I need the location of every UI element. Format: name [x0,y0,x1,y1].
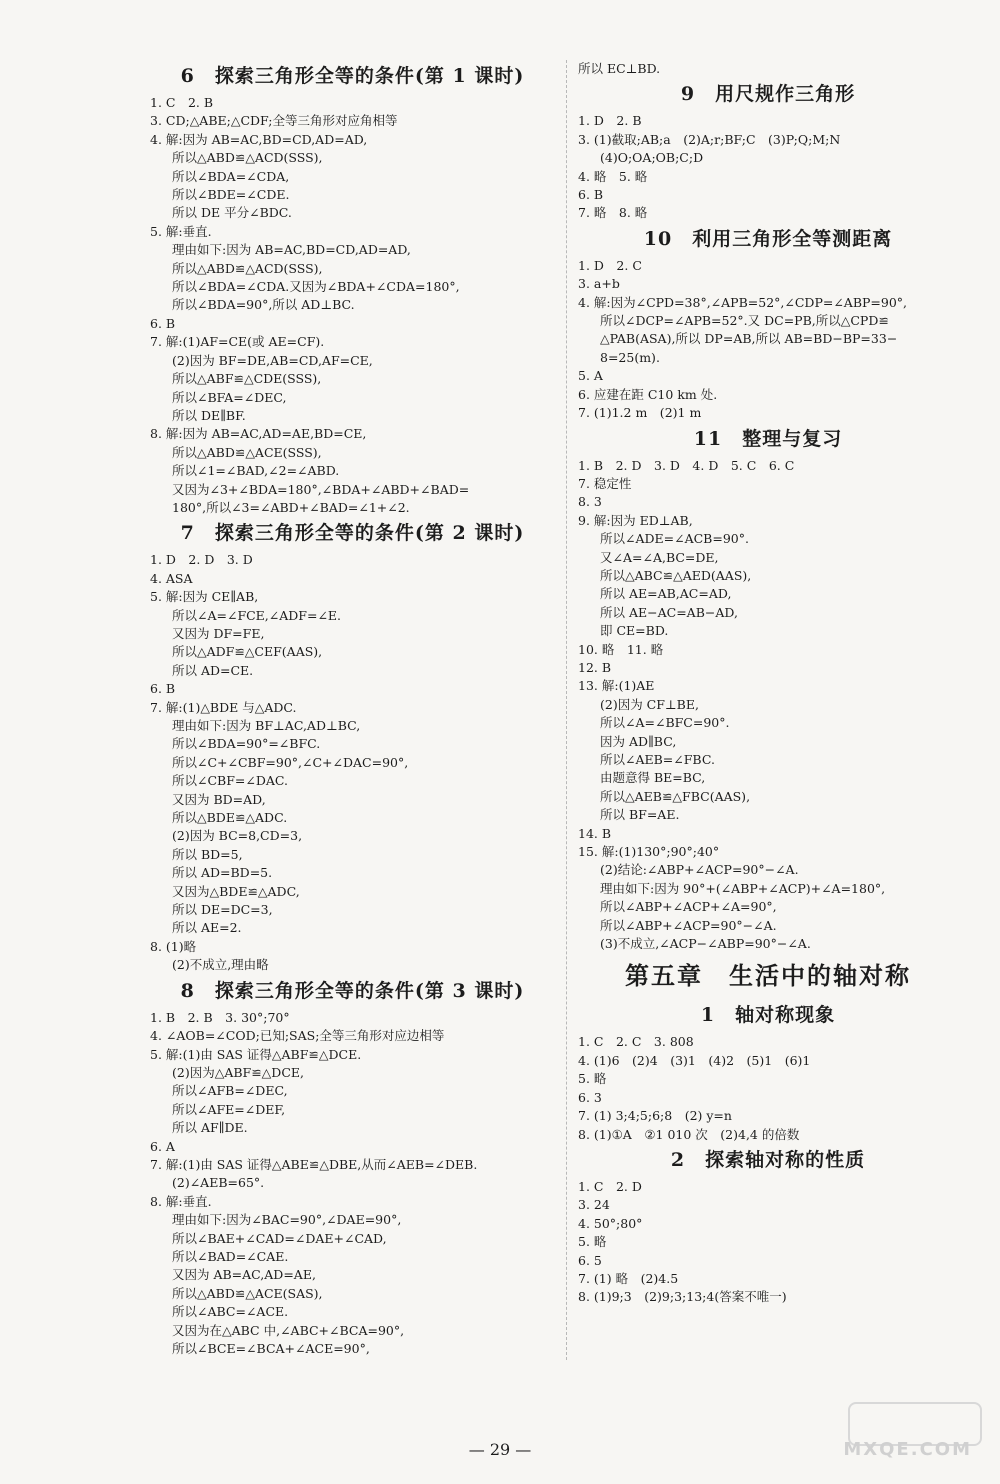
answer-line: 13. 解:(1)AE [578,678,655,694]
answer-line: 理由如下:因为∠BAC=90°,∠DAE=90°, [172,1212,402,1228]
answer-line: 又因为 BD=AD, [172,791,266,807]
answer-line: (2)因为△ABF≌△DCE, [172,1064,304,1080]
answer-line: 4. ∠AOB=∠COD;已知;SAS;全等三角形对应边相等 [150,1028,445,1044]
answer-line: 8. (1)①A ②1 010 次 (2)4,4 的倍数 [578,1126,800,1142]
answer-line: 所以∠BAD=∠CAE. [172,1248,289,1264]
answer-line: 7. (1) 3;4;5;6;8 (2) y=n [578,1108,732,1124]
answer-line: △PAB(ASA),所以 DP=AB,所以 AB=BD−BP=33− [600,331,898,347]
answer-line: 所以∠ABP+∠ACP+∠A=90°, [600,899,777,915]
answer-line: 所以 DE 平分∠BDC. [172,205,292,221]
answer-line: 所以△ABD≌△ACD(SSS), [172,150,323,166]
answer-line: 所以△ABF≌△CDE(SSS), [172,371,322,387]
answer-line: 理由如下:因为 BF⊥AC,AD⊥BC, [172,718,361,733]
answer-line: 4. ASA [150,570,193,586]
answer-line: 1. D 2. C [578,257,642,273]
answer-line: 10. 略 11. 略 [578,641,664,657]
answer-line: 3. CD;△ABE;△CDF;全等三角形对应角相等 [150,113,398,129]
answer-line: 4. 解:因为∠CPD=38°,∠APB=52°,∠CDP=∠ABP=90°, [578,294,908,310]
answer-line: 12. B [578,659,612,675]
answer-line: 5. 解:垂直. [150,223,212,239]
answer-line: 3. (1)截取;AB;a (2)A;r;BF;C (3)P;Q;M;N [578,131,841,147]
answer-line: 7. (1)1.2 m (2)1 m [578,405,702,421]
answer-line: 1. C 2. C 3. 808 [578,1034,694,1050]
answer-line: 5. 解:因为 CE∥AB, [150,589,259,605]
answer-line: 1. B 2. D 3. D 4. D 5. C 6. C [578,457,795,473]
answer-line: 所以 EC⊥BD. [578,61,661,76]
answer-line: 4. 50°;80° [578,1215,643,1231]
answer-line: 7. 稳定性 [578,475,632,491]
answer-line: 所以 AF∥DE. [172,1120,248,1136]
answer-line: 所以 DE∥BF. [172,407,246,423]
answer-line: 所以 BF=AE. [600,807,680,823]
answer-line: 6. B [150,681,176,697]
answer-line: 7. 解:(1)△BDE 与△ADC. [150,699,297,715]
section-heading: 2 探索轴对称的性质 [670,1148,866,1171]
answer-line: 所以 AE=2. [172,920,242,936]
answer-line: 所以△BDE≌△ADC. [172,810,288,826]
answer-line: (2)因为 BC=8,CD=3, [172,828,303,844]
answer-line: 8. 解:垂直. [150,1193,212,1209]
chapter-heading: 第五章 生活中的轴对称 [625,961,911,991]
answer-line: 8. 3 [578,494,602,510]
answer-line: 所以 BD=5, [172,846,243,862]
answer-line: 所以 DE=DC=3, [172,902,273,918]
answer-line: 1. D 2. B [578,113,642,129]
answer-line: 所以∠1=∠BAD,∠2=∠ABD. [172,463,340,479]
answer-line: 所以∠AEB=∠FBC. [600,752,715,767]
answer-line: 1. C 2. D [578,1178,642,1194]
answer-line: 所以∠BFA=∠DEC, [172,389,287,405]
answer-line: 8. (1)9;3 (2)9;3;13;4(答案不唯一) [578,1289,787,1305]
answer-line: 1. D 2. D 3. D [150,552,253,568]
answer-line: 8=25(m). [600,349,660,365]
answer-line: 所以∠BDA=∠CDA.又因为∠BDA+∠CDA=180°, [172,279,460,295]
left-column [150,60,555,1358]
answer-line: (4)O;OA;OB;C;D [600,150,704,166]
answer-line: 6. 5 [578,1252,602,1268]
answer-line: 6. B [150,315,176,331]
answer-line: 6. 应建在距 C10 km 处. [578,386,718,402]
answer-line: 7. (1) 略 (2)4.5 [578,1270,679,1286]
answer-line: 3. 24 [578,1197,610,1213]
answer-line: 所以∠BAE+∠CAD=∠DAE+∠CAD, [172,1230,387,1246]
answer-line: 7. 解:(1)由 SAS 证得△ABE≌△DBE,从而∠AEB=∠DEB. [150,1156,478,1172]
answer-line: 5. 略 [578,1071,607,1087]
section-heading: 9 用尺规作三角形 [680,83,856,106]
answer-line: (3)不成立,∠ACP−∠ABP=90°−∠A. [600,936,811,952]
answer-line: 所以 AE=AB,AC=AD, [600,586,732,602]
answer-line: 4. 解:因为 AB=AC,BD=CD,AD=AD, [150,131,368,147]
section-heading: 11 整理与复习 [693,427,843,450]
answer-line: 6. B [578,187,604,203]
answer-line: 又因为 AB=AC,AD=AE, [172,1267,316,1283]
answer-line: 由题意得 BE=BC, [600,770,706,786]
answer-line: 所以∠BDA=90°,所以 AD⊥BC. [172,297,355,313]
answer-line: 7. 解:(1)AF=CE(或 AE=CF). [150,334,325,350]
answer-line: (2)不成立,理由略 [172,957,269,973]
answer-line: 1. C 2. B [150,95,214,110]
answer-line: 所以 AD=CE. [172,662,254,678]
answer-line: 所以∠BDA=90°=∠BFC. [172,736,321,752]
answer-line: 所以∠ABC=∠ACE. [172,1304,289,1320]
answer-line: 所以∠A=∠FCE,∠ADF=∠E. [172,607,342,623]
answer-line: 即 CE=BD. [600,623,669,639]
answer-line: 又因为∠3+∠BDA=180°,∠BDA+∠ABD+∠BAD= [172,481,470,497]
answer-line: 7. 略 8. 略 [578,205,648,221]
answer-line: 4. 略 5. 略 [578,168,648,184]
answer-line: 所以∠A=∠BFC=90°. [600,715,730,731]
watermark-text: MXQE.COM [843,1439,972,1460]
answer-line: 8. (1)略 [150,938,197,954]
answer-line: 1. B 2. B 3. 30°;70° [150,1009,290,1025]
answer-line: 14. B [578,825,612,841]
answer-line: 5. 解:(1)由 SAS 证得△ABF≌△DCE. [150,1046,362,1062]
answer-line: 所以△ABD≌△ACD(SSS), [172,260,323,276]
answer-line: 所以△ABD≌△ACE(SSS), [172,444,322,460]
answer-line: 所以 AE−AC=AB−AD, [600,604,738,620]
section-heading: 1 轴对称现象 [700,1004,836,1027]
watermark-logo [843,1402,982,1462]
answer-line: 5. A [578,368,603,384]
answer-line: 所以∠CBF=∠DAC. [172,773,288,789]
answer-line: 理由如下:因为 90°+(∠ABP+∠ACP)+∠A=180°, [600,880,886,896]
answer-line: 所以 AD=BD=5. [172,865,273,881]
answer-line: (2)结论:∠ABP+∠ACP=90°−∠A. [600,862,799,878]
answer-line: 理由如下:因为 AB=AC,BD=CD,AD=AD, [172,242,411,258]
answer-line: 所以∠AFB=∠DEC, [172,1083,288,1099]
answer-line: 所以∠BCE=∠BCA+∠ACE=90°, [172,1341,370,1356]
answer-line: 又因为 DF=FE, [172,625,265,641]
answer-line: 9. 解:因为 ED⊥AB, [578,512,693,528]
section-heading: 6 探索三角形全等的条件(第 1 课时) [180,65,525,87]
answer-line: (2)因为 CF⊥BE, [600,696,699,712]
answer-line: (2)∠AEB=65°. [172,1175,265,1191]
column-divider [566,60,567,1360]
answer-line: 6. A [150,1138,175,1154]
section-heading: 7 探索三角形全等的条件(第 2 课时) [180,522,525,545]
answer-line: 6. 3 [578,1089,602,1105]
answer-line: 180°,所以∠3=∠ABD+∠BAD=∠1+∠2. [172,499,410,515]
answer-line: 又因为△BDE≌△ADC, [172,883,300,899]
answer-line: 8. 解:因为 AB=AC,AD=AE,BD=CE, [150,426,367,442]
answer-line: 3. a+b [578,276,620,292]
right-column [578,60,958,1307]
answer-line: 因为 AD∥BC, [600,733,677,749]
page-number: — 29 — [468,1440,532,1459]
answer-line: 所以∠BDA=∠CDA, [172,168,290,184]
answer-line: 所以△ADF≌△CEF(AAS), [172,644,323,660]
answer-line: 所以△ABD≌△ACE(SAS), [172,1285,323,1301]
answer-line: 所以△ABC≌△AED(AAS), [600,567,752,583]
answer-line: 所以∠ABP+∠ACP=90°−∠A. [600,917,777,933]
answer-line: 又∠A=∠A,BC=DE, [600,549,719,565]
answer-line: 5. 略 [578,1234,607,1250]
answer-line: 所以△AEB≌△FBC(AAS), [600,788,751,804]
section-heading: 10 利用三角形全等测距离 [643,227,893,250]
answer-line: 4. (1)6 (2)4 (3)1 (4)2 (5)1 (6)1 [578,1052,811,1068]
answer-line: (2)因为 BF=DE,AB=CD,AF=CE, [172,352,373,368]
answer-line: 所以∠AFE=∠DEF, [172,1101,286,1117]
answer-line: 所以∠C+∠CBF=90°,∠C+∠DAC=90°, [172,754,409,770]
section-heading: 8 探索三角形全等的条件(第 3 课时) [180,979,525,1002]
answer-line: 所以∠ADE=∠ACB=90°. [600,531,749,547]
answer-line: 所以∠BDE=∠CDE. [172,187,290,203]
answer-line: 所以∠DCP=∠APB=52°.又 DC=PB,所以△CPD≌ [600,313,889,329]
answer-line: 15. 解:(1)130°;90°;40° [578,844,720,860]
answer-line: 又因为在△ABC 中,∠ABC+∠BCA=90°, [172,1322,405,1338]
